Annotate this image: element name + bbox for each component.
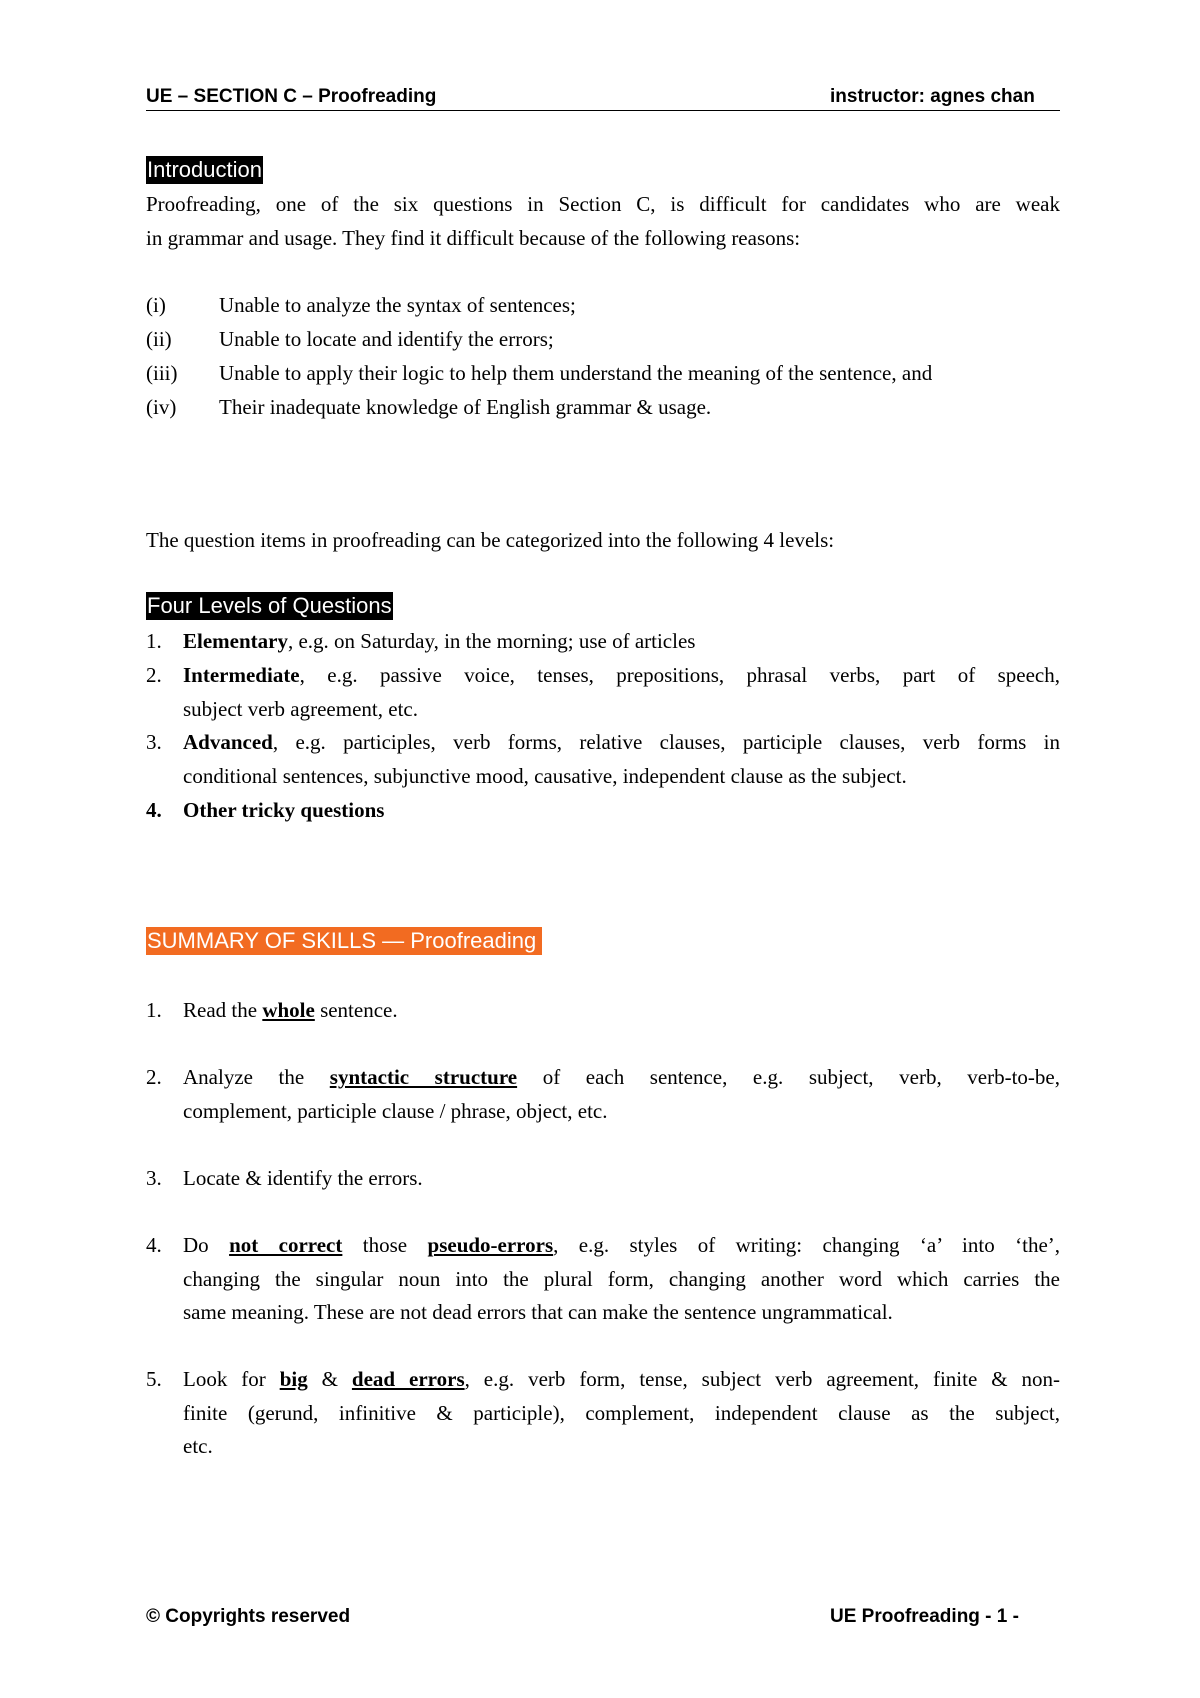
reason-label: (ii) bbox=[146, 327, 172, 351]
summary-text: Locate & identify the errors. bbox=[183, 1166, 423, 1190]
level-number: 2. bbox=[146, 663, 162, 687]
summary-text: those bbox=[342, 1233, 428, 1257]
level-description: subject verb agreement, etc. bbox=[183, 697, 418, 721]
level-description: , e.g. on Saturday, in the morning; use of articles bbox=[287, 629, 696, 653]
summary-number: 5. bbox=[146, 1367, 162, 1391]
section-heading-four-levels: Four Levels of Questions bbox=[147, 593, 392, 618]
level-description: conditional sentences, subjunctive mood, causative, independent clause as the subject. bbox=[183, 764, 907, 788]
level-term: Intermediate bbox=[183, 663, 300, 687]
summary-text: complement, participle clause / phrase, object, etc. bbox=[183, 1099, 608, 1123]
reason-text: Unable to analyze the syntax of sentences; bbox=[219, 293, 576, 317]
reason-label: (iii) bbox=[146, 361, 178, 385]
summary-text: Read the bbox=[183, 998, 263, 1022]
level-number: 1. bbox=[146, 629, 162, 653]
reason-text: Their inadequate knowledge of English grammar & usage. bbox=[219, 395, 712, 419]
reason-text: Unable to locate and identify the errors; bbox=[219, 327, 554, 351]
section-heading-summary: SUMMARY OF SKILLS — Proofreading bbox=[146, 927, 542, 955]
levels-intro-text: The question items in proofreading can be categorized into the following 4 levels: bbox=[146, 528, 835, 552]
level-description: , e.g. participles, verb forms, relative clauses, participle clauses, verb forms in bbox=[272, 730, 1060, 754]
header-right: instructor: agnes chan bbox=[830, 86, 1035, 107]
summary-text: changing the singular noun into the plural form, changing another word which carries the bbox=[183, 1267, 1060, 1291]
summary-text: , e.g. styles of writing: changing ‘a’ into ‘the’, bbox=[553, 1233, 1061, 1257]
summary-text: of each sentence, e.g. subject, verb, verb-to-be, bbox=[517, 1065, 1060, 1089]
page-header bbox=[146, 84, 1060, 111]
summary-text: finite (gerund, infinitive & participle), complement, independent clause as the subject, bbox=[183, 1401, 1060, 1425]
summary-text: & bbox=[307, 1367, 352, 1391]
footer-copyright: © Copyrights reserved bbox=[146, 1606, 351, 1627]
level-term: Other tricky questions bbox=[183, 798, 385, 822]
level-description: , e.g. passive voice, tenses, prepositions, phrasal verbs, part of speech, bbox=[299, 663, 1060, 687]
summary-number: 2. bbox=[146, 1065, 162, 1089]
summary-text: sentence. bbox=[314, 998, 398, 1022]
reason-text: Unable to apply their logic to help them understand the meaning of the sentence, and bbox=[219, 361, 933, 385]
intro-paragraph-line-2: in grammar and usage. They find it difficult because of the following reasons: bbox=[146, 226, 801, 250]
summary-text: Do bbox=[183, 1233, 230, 1257]
summary-text: , e.g. verb form, tense, subject verb agreement, finite & non- bbox=[464, 1367, 1060, 1391]
section-heading-introduction: Introduction bbox=[147, 157, 262, 182]
reason-label: (iv) bbox=[146, 395, 177, 419]
level-term: Advanced bbox=[183, 730, 273, 754]
level-number: 3. bbox=[146, 730, 162, 754]
summary-text: Look for bbox=[183, 1367, 280, 1391]
page-footer bbox=[146, 1606, 1060, 1632]
summary-number: 4. bbox=[146, 1233, 162, 1257]
reason-label: (i) bbox=[146, 293, 166, 317]
summary-number: 1. bbox=[146, 998, 162, 1022]
summary-text: Analyze the bbox=[183, 1065, 330, 1089]
summary-emphasis: syntactic structure bbox=[329, 1065, 518, 1089]
summary-emphasis: pseudo-errors bbox=[427, 1233, 554, 1257]
summary-emphasis: dead errors bbox=[351, 1367, 465, 1391]
summary-text: etc. bbox=[183, 1434, 213, 1458]
summary-number: 3. bbox=[146, 1166, 162, 1190]
level-number: 4. bbox=[146, 798, 162, 822]
summary-text: same meaning. These are not dead errors that can make the sentence ungrammatical. bbox=[183, 1300, 893, 1324]
header-left: UE – SECTION C – Proofreading bbox=[146, 86, 437, 107]
level-term: Elementary bbox=[183, 629, 288, 653]
footer-page-number: UE Proofreading - 1 - bbox=[830, 1606, 1019, 1627]
summary-emphasis: whole bbox=[262, 998, 315, 1022]
intro-paragraph-line-1: Proofreading, one of the six questions in Section C, is difficult for candidates who are weak bbox=[146, 192, 1060, 216]
summary-emphasis: not correct bbox=[229, 1233, 343, 1257]
summary-emphasis: big bbox=[279, 1367, 308, 1391]
